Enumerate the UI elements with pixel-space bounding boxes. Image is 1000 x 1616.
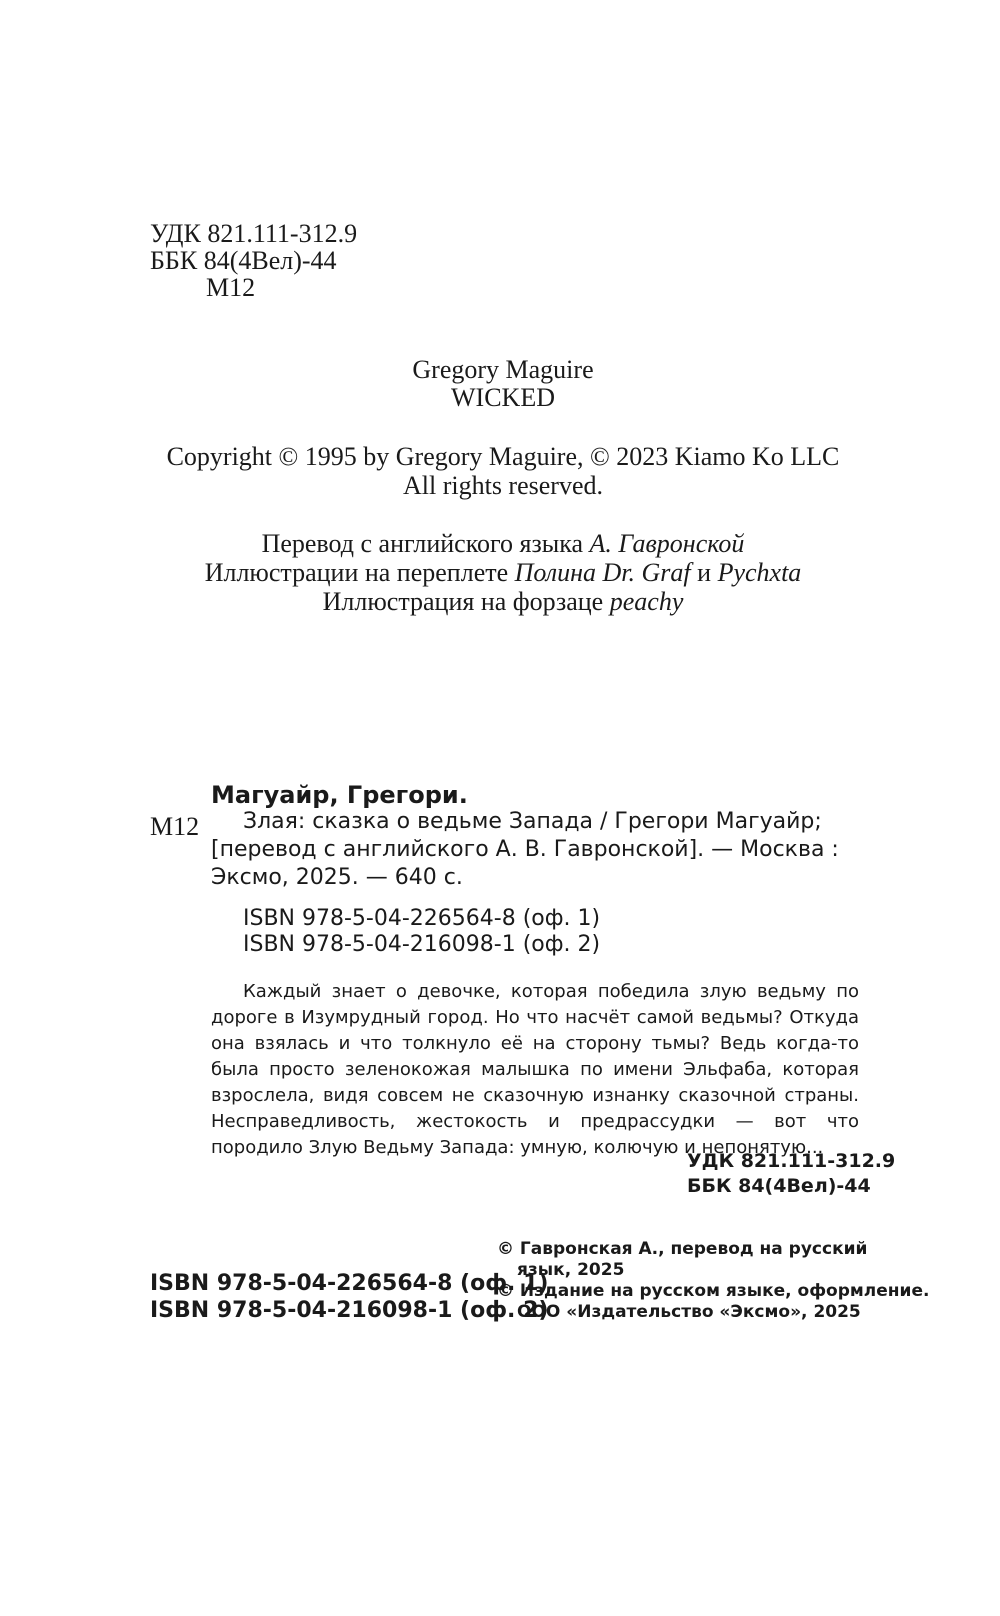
catalog-isbn-list [243,906,600,958]
binding-artist-1: Полина Dr. Graf [514,558,691,587]
bottom-isbn-2: ISBN 978-5-04-216098-1 (оф. 2) [150,1298,549,1323]
author-mark: М12 [206,273,256,302]
catalog-description [211,808,859,892]
endpaper-illustration-credit [0,587,1000,616]
copyright-notice [0,442,1000,500]
original-title: WICKED [451,383,555,412]
annotation [211,979,859,1161]
translation-credit [0,529,1000,558]
udk-code: УДК 821.111-312.9 [150,219,358,248]
catalog-isbn-1: ISBN 978-5-04-226564-8 (оф. 1) [243,906,601,931]
original-author: Gregory Maguire [412,355,594,384]
endpaper-prefix: Иллюстрация на форзаце [322,587,610,616]
original-edition [0,356,1000,412]
bbk-code: ББК 84(4Вел)-44 [150,246,337,275]
translation-copyright-cont: язык, 2025 [517,1260,625,1280]
binding-and: и [690,558,718,587]
rights-reserved: All rights reserved. [402,471,603,500]
bottom-isbn-1: ISBN 978-5-04-226564-8 (оф. 1) [150,1271,549,1296]
copyright-line: Copyright © 1995 by Gregory Maguire, © 2023 Kiamo Ko LLC [166,442,840,471]
catalog-isbn-2: ISBN 978-5-04-216098-1 (оф. 2) [243,932,601,957]
catalog-bbk: ББК 84(4Вел)-44 [687,1175,871,1197]
binding-artist-2: Pychxta [717,558,802,587]
endpaper-artist: peachy [609,587,684,616]
translator-name: А. Гавронской [589,529,745,558]
credits [0,529,1000,616]
catalog-author-mark: М12 [150,812,200,841]
catalog-author-heading: Магуайр, Грегори. [211,781,468,809]
catalog-udk: УДК 821.111-312.9 [687,1150,896,1172]
catalog-classification-codes [687,1149,895,1199]
top-classification-codes [150,220,357,301]
translation-prefix: Перевод с английского языка [261,529,590,558]
edition-copyright-cont: ООО «Издательство «Эксмо», 2025 [517,1302,861,1322]
annotation-text: Каждый знает о девочке, которая победила злую ведьму по дороге в Изумрудный город. Но что насчёт самой ведьмы? Откуда она взялась и что толкнуло её на сторону тьмы? Ведь когда-то была просто зеленокожая малышка по имени Эльфаба, которая взрослела, видя совсем не сказочную изнанку сказочной страны. Несправедливость, жестокость и предрассудки — вот что породило Злую Ведьму Запада: умную, колючую и непонятую... [211,981,859,1158]
bottom-isbn-list [150,1270,548,1324]
binding-illustration-credit [0,558,1000,587]
publisher-copyright [497,1239,929,1323]
edition-copyright: © Издание на русском языке, оформление. [497,1281,930,1301]
binding-prefix: Иллюстрации на переплете [204,558,515,587]
translation-copyright: © Гавронская А., перевод на русский [497,1239,868,1259]
catalog-description-text: Злая: сказка о ведьме Запада / Грегори Магуайр; [перевод с английского А. В. Гавронской]. — Москва : Эксмо, 2025. — 640 с. [211,809,839,890]
